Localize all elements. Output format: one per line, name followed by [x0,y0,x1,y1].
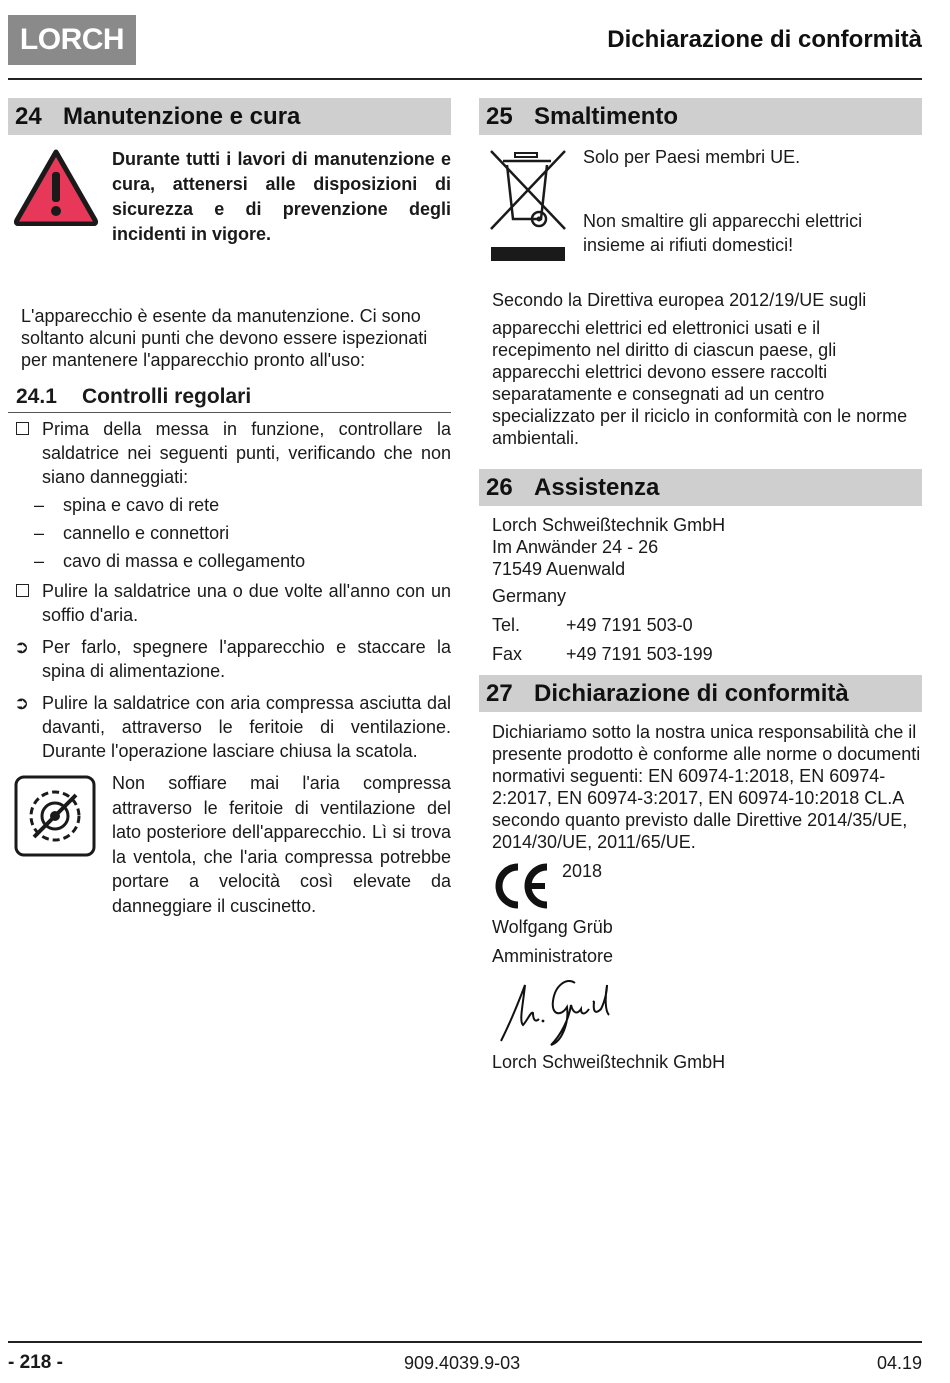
section-title: Smaltimento [534,103,679,130]
list-item: – spina e cavo di rete [34,495,220,515]
checkbox-bullet-icon [16,584,29,597]
service-phone [479,611,922,640]
compressed-air-note [8,771,451,921]
note-text: Non soffiare mai l'aria compressa attraverso le feritoie di ventilazione del lato posteriore dell'apparecchio. Lì si trova la ventola, che l'aria compressa potrebbe portare a velocità così elevate da danneggiare il cuscinetto. [112,773,451,916]
list-item [8,635,451,683]
list-item: – cavo di massa e collegamento [34,551,306,571]
document-date: 04.19 [876,1353,922,1373]
directive-text: apparecchi elettrici ed elettronici usati e il recepimento nel diritto di ciascun paese, gli apparecchi elettrici devono essere raccolti separatamente e consegnati ad un centro specializzato per il riciclo in conformità con le norme ambientali. [492,318,908,448]
item-text: Prima della messa in funzione, controllare la saldatrice nei seguenti punti, verificando che non siano danneggiati: [42,419,451,487]
country-value: Germany [492,586,567,606]
service-country [479,582,922,611]
signer-role: Amministratore [492,946,614,966]
disposal-eu-only: Solo per Paesi membri UE. [583,147,801,167]
section-number: 24.1 [16,385,57,408]
section-27-header [479,675,922,712]
service-city: 71549 Auenwald [492,559,626,579]
section-title: Assistenza [534,474,660,501]
disposal-warning: Non smaltire gli apparecchi elettrici insieme ai rifiuti domestici! [583,211,863,255]
service-fax [479,640,922,669]
section-title: Dichiarazione di conformità [534,680,849,707]
item-text: Per farlo, spegnere l'apparecchio e staccare la spina di alimentazione. [42,637,451,681]
section-title: Manutenzione e cura [63,103,301,130]
fax-value: +49 7191 503-199 [566,644,713,664]
list-item [8,691,451,763]
ce-mark-block [479,853,922,911]
service-street: Im Anwänder 24 - 26 [492,537,659,557]
handwritten-signature-icon [497,971,627,1053]
crossed-bin-icon [487,149,569,265]
maintenance-intro: L'apparecchio è esente da manutenzione. Ci sono soltanto alcuni punti che devono essere ispezionati per mantenere l'apparecchio pronto all'uso: [21,306,428,370]
section-number: 25 [486,103,513,130]
section-25-header [479,98,922,135]
checkbox-bullet-icon [16,422,29,435]
ce-mark-icon [493,861,551,911]
conformity-text: Dichiariamo sotto la nostra unica responsabilità che il presente prodotto è conforme alle norme o documenti normativi seguenti: EN 60974-1:2018, EN 60974-2:2017, EN 60974-3:2017, EN 60974-10:2018 CL.A secondo quanto previsto dalle Direttive 2014/35/UE, 2014/30/UE, 2011/65/UE. [492,722,921,852]
document-number: 909.4039.9-03 [404,1353,521,1373]
header-divider [8,78,922,80]
left-column [8,98,451,921]
item-text: cannello e connettori [63,523,230,543]
list-item [8,417,451,489]
service-company: Lorch Schweißtechnik GmbH [492,515,726,535]
no-compressed-air-icon [14,775,96,857]
disposal-block [479,135,922,285]
phone-label: Tel. [492,615,521,635]
list-item [8,579,451,627]
section-26-header [479,469,922,506]
warning-text: Durante tutti i lavori di manutenzione e cura, attenersi alle disposizioni di sicurezza e di prevenzione degli incidenti in vigore. [112,149,451,244]
lorch-logo: LORCH [8,15,136,65]
section-title: Controlli regolari [82,385,252,408]
section-24-1-header [8,385,451,413]
directive-first-line: Secondo la Direttiva europea 2012/19/UE sugli [492,290,867,310]
right-column [479,98,922,1073]
maintenance-warning [8,135,451,305]
ce-year: 2018 [562,861,603,881]
section-24-header [8,98,451,135]
item-text: Pulire la saldatrice una o due volte all'anno con un soffio d'aria. [42,581,451,625]
page-number: - 218 - [8,1352,63,1373]
section-number: 27 [486,680,513,707]
fax-label: Fax [492,644,523,664]
footer-divider [8,1341,922,1343]
page-header-title: Dichiarazione di conformità [607,26,922,53]
section-number: 26 [486,474,513,501]
signature [479,971,922,1053]
arrow-step-icon: ➲ [14,693,30,713]
item-text: cavo di massa e collegamento [63,551,306,571]
arrow-step-icon: ➲ [14,637,30,657]
section-number: 24 [15,103,42,130]
signature-company: Lorch Schweißtechnik GmbH [492,1052,726,1072]
signer-name: Wolfgang Grüb [492,917,613,937]
list-item: – cannello e connettori [34,523,230,543]
warning-triangle-icon [13,148,99,226]
item-text: spina e cavo di rete [63,495,220,515]
item-text: Pulire la saldatrice con aria compressa asciutta dal davanti, attraverso le feritoie di ventilazione. Durante l'operazione lasciare chiusa la scatola. [42,693,451,761]
phone-value: +49 7191 503-0 [566,615,693,635]
